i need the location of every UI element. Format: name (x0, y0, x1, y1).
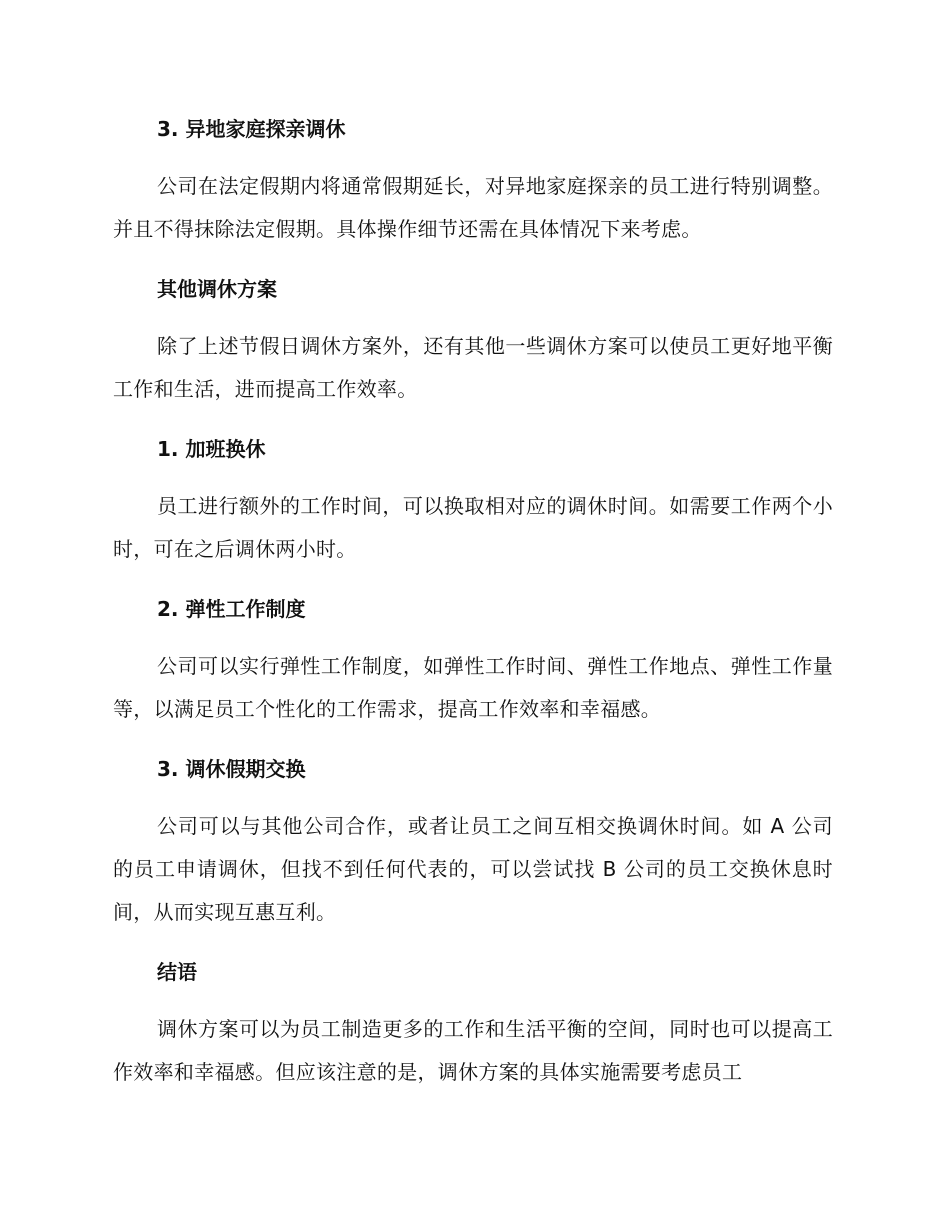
section-paragraph-leave-exchange: 公司可以与其他公司合作，或者让员工之间互相交换调休时间。如 A 公司的员工申请调休，但找不到任何代表的，可以尝试找 B 公司的员工交换休息时间，从而实现互惠互利。 (113, 814, 833, 924)
section-paragraph-flexible-work: 公司可以实行弹性工作制度，如弹性工作时间、弹性工作地点、弹性工作量等，以满足员工个性化的工作需求，提高工作效率和幸福感。 (113, 654, 833, 721)
section-paragraph-family-visit-leave: 公司在法定假期内将通常假期延长，对异地家庭探亲的员工进行特别调整。并且不得抹除法定假期。具体操作细节还需在具体情况下来考虑。 (113, 174, 833, 241)
document-page (113, 0, 833, 1230)
section-heading-overtime-swap: 1. 加班换休 (157, 437, 266, 461)
section-paragraph-conclusion: 调休方案可以为员工制造更多的工作和生活平衡的空间，同时也可以提高工作效率和幸福感。但应该注意的是，调休方案的具体实施需要考虑员工 (113, 1017, 833, 1084)
section-paragraph-overtime-swap: 员工进行额外的工作时间，可以换取相对应的调休时间。如需要工作两个小时，可在之后调休两小时。 (113, 494, 833, 561)
section-heading-leave-exchange: 3. 调休假期交换 (157, 757, 306, 781)
section-heading-other-plans: 其他调休方案 (157, 277, 277, 301)
section-paragraph-other-plans: 除了上述节假日调休方案外，还有其他一些调休方案可以使员工更好地平衡工作和生活，进而提高工作效率。 (113, 334, 833, 401)
section-heading-family-visit-leave: 3. 异地家庭探亲调休 (157, 117, 346, 141)
section-heading-conclusion: 结语 (157, 960, 197, 984)
section-heading-flexible-work: 2. 弹性工作制度 (157, 597, 306, 621)
